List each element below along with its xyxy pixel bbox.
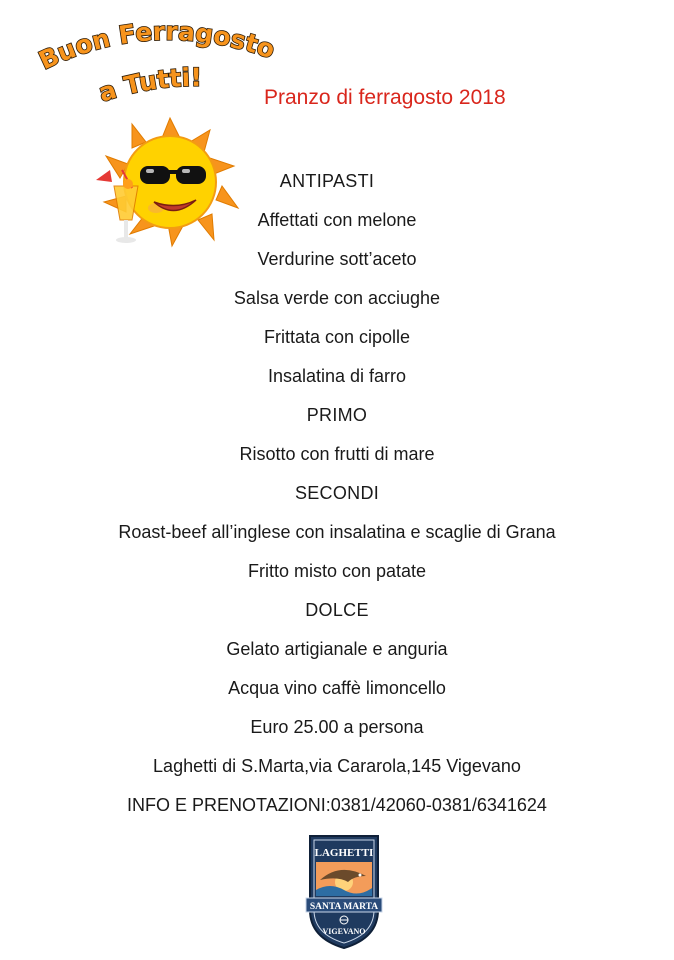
price-line: Euro 25.00 a persona [250,717,424,737]
menu-item: Frittata con cipolle [263,327,411,347]
banner-line1: Buon Ferragosto [36,22,279,76]
laghetti-santa-marta-logo [304,832,384,950]
menu-item: Verdurine sott’aceto [257,249,417,269]
menu-item: Salsa verde con acciughe [233,288,441,308]
banner-buon-ferragosto [36,22,286,112]
menu-heading-dolce: DOLCE [305,600,369,620]
menu-heading-antipasti: ANTIPASTI [279,171,375,191]
logo-text-middle: SANTA MARTA [309,902,379,912]
menu-item: Acqua vino caffè limoncello [228,678,446,698]
event-title: Pranzo di ferragosto 2018 [264,86,506,109]
menu-item: Gelato artigianale e anguria [226,639,448,659]
menu-item: Affettati con melone [257,210,417,230]
logo-text-bottom: VIGEVANO [322,927,366,936]
address-line: Laghetti di S.Marta,via Cararola,145 Vigevano [153,756,521,776]
menu-item: Risotto con frutti di mare [239,444,435,464]
info-contact-line: INFO E PRENOTAZIONI:0381/42060-0381/6341624 [127,795,547,815]
menu-item: Fritto misto con patate [247,561,427,581]
menu-heading-primo: PRIMO [306,405,368,425]
logo-text-top: LAGHETTI [314,847,374,859]
menu-item: Insalatina di farro [267,366,407,386]
menu-heading-secondi: SECONDI [294,483,380,503]
menu-item: Roast-beef all’inglese con insalatina e scaglie di Grana [118,522,556,542]
banner-line2: a Tutti! [95,62,202,108]
svg-text:a Tutti! [95,63,202,108]
